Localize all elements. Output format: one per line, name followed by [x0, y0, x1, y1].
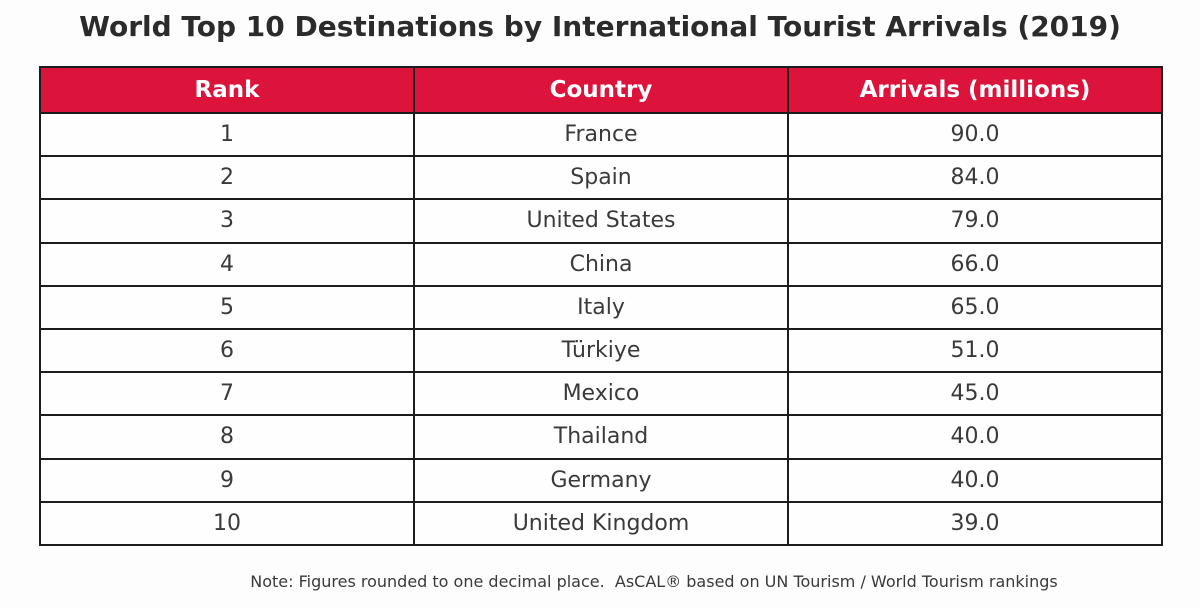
table-row [40, 329, 1162, 372]
header-row [40, 67, 1162, 113]
rank-cell: 9 [40, 459, 414, 502]
table-row [40, 502, 1162, 545]
table-row [40, 415, 1162, 458]
country-cell: United States [414, 199, 788, 242]
country-cell: Spain [414, 156, 788, 199]
country-cell: Mexico [414, 372, 788, 415]
country-cell: Türkiye [414, 329, 788, 372]
table-row [40, 372, 1162, 415]
arrivals-cell: 66.0 [788, 243, 1162, 286]
rank-cell: 7 [40, 372, 414, 415]
country-cell: China [414, 243, 788, 286]
rank-cell: 6 [40, 329, 414, 372]
rank-cell: 2 [40, 156, 414, 199]
country-cell: United Kingdom [414, 502, 788, 545]
country-cell: France [414, 113, 788, 156]
arrivals-cell: 90.0 [788, 113, 1162, 156]
table-row [40, 156, 1162, 199]
arrivals-cell: 39.0 [788, 502, 1162, 545]
table-row [40, 243, 1162, 286]
header-cell-arrivals: Arrivals (millions) [788, 67, 1162, 113]
table-row [40, 199, 1162, 242]
arrivals-cell: 65.0 [788, 286, 1162, 329]
arrivals-cell: 84.0 [788, 156, 1162, 199]
arrivals-cell: 51.0 [788, 329, 1162, 372]
arrivals-cell: 45.0 [788, 372, 1162, 415]
country-cell: Italy [414, 286, 788, 329]
arrivals-table [39, 66, 1163, 546]
table-row [40, 459, 1162, 502]
header-cell-country: Country [414, 67, 788, 113]
arrivals-cell: 40.0 [788, 415, 1162, 458]
header-cell-rank: Rank [40, 67, 414, 113]
table-row [40, 286, 1162, 329]
footnote: Note: Figures rounded to one decimal place. AsCAL® based on UN Tourism / World Tourism rankings [250, 572, 1058, 591]
table-header [40, 67, 1162, 113]
table-body [40, 113, 1162, 545]
rank-cell: 8 [40, 415, 414, 458]
country-cell: Thailand [414, 415, 788, 458]
rank-cell: 3 [40, 199, 414, 242]
page-title: World Top 10 Destinations by International Tourist Arrivals (2019) [79, 10, 1121, 43]
rank-cell: 10 [40, 502, 414, 545]
rank-cell: 1 [40, 113, 414, 156]
arrivals-table-container [39, 66, 1163, 546]
arrivals-cell: 40.0 [788, 459, 1162, 502]
rank-cell: 4 [40, 243, 414, 286]
arrivals-cell: 79.0 [788, 199, 1162, 242]
table-row [40, 113, 1162, 156]
rank-cell: 5 [40, 286, 414, 329]
country-cell: Germany [414, 459, 788, 502]
